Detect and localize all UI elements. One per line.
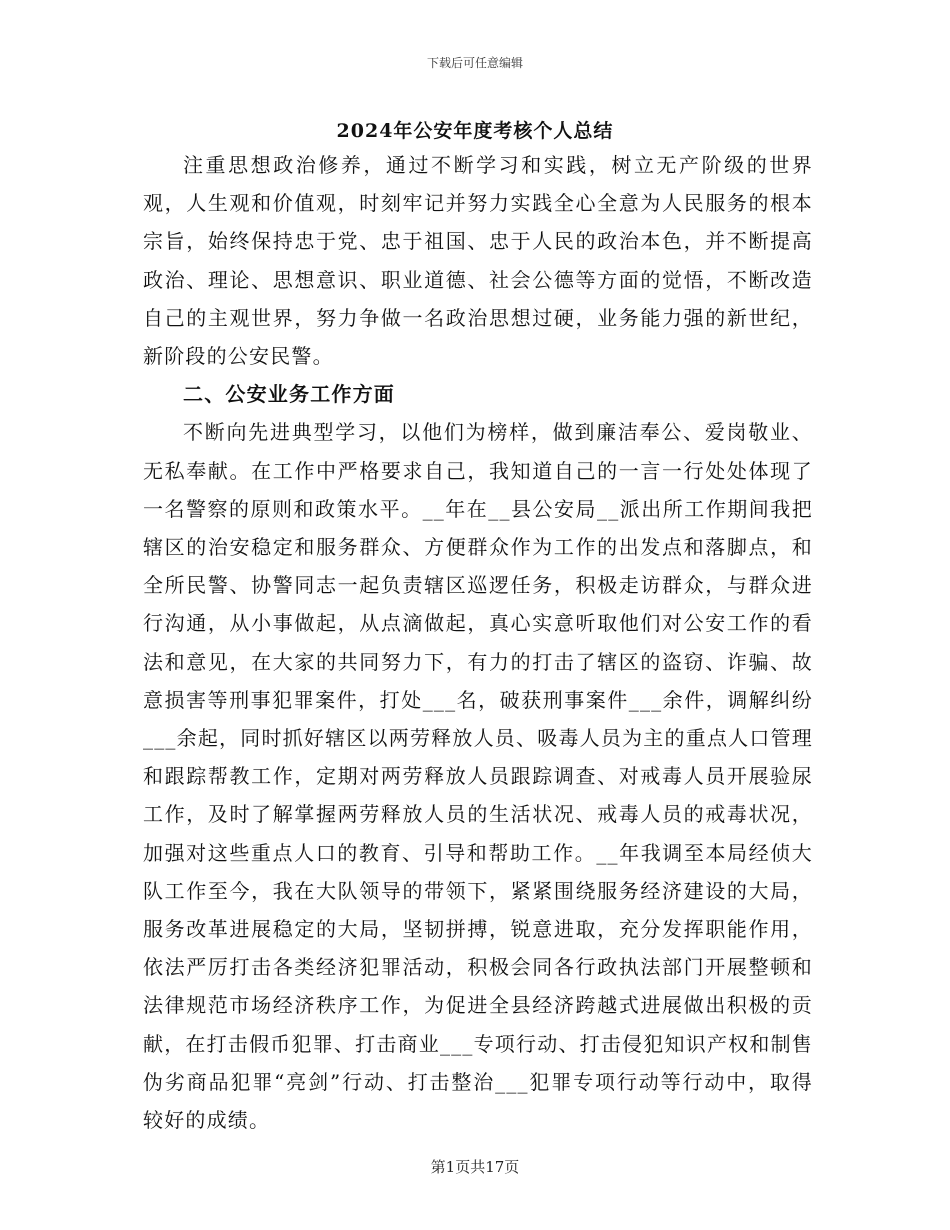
paragraph-police-work: 不断向先进典型学习，以他们为榜样，做到廉洁奉公、爱岗敬业、无私奉献。在工作中严格要求自己，我知道自己的一言一行处处体现了一名警察的原则和政策水平。__年在__县公安局__派出所工作期间我把辖区的治安稳定和服务群众、方便群众作为工作的出发点和落脚点，和全所民警、协警同志一起负责辖区巡逻任务，积极走访群众，与群众进行沟通，从小事做起，从点滴做起，真心实意听取他们对公安工作的看法和意见，在大家的共同努力下，有力的打击了辖区的盗窃、诈骗、故意损害等刑事犯罪案件，打处___名，破获刑事案件___余件，调解纠纷___余起，同时抓好辖区以两劳释放人员、吸毒人员为主的重点人口管理和跟踪帮教工作，定期对两劳释放人员跟踪调查、对戒毒人员开展验尿工作，及时了解掌握两劳释放人员的生活状况、戒毒人员的戒毒状况，加强对这些重点人口的教育、引导和帮助工作。__年我调至本局经侦大队工作至今，我在大队领导的带领下，紧紧围绕服务经济建设的大局，服务改革进展稳定的大局，坚韧拼搏，锐意进取，充分发挥职能作用，依法严厉打击各类经济犯罪活动，积极会同各行政执法部门开展整顿和法律规范市场经济秩序工作，为促进全县经济跨越式进展做出积极的贡献，在打击假币犯罪、打击商业___专项行动、打击侵犯知识产权和制售伪劣商品犯罪“亮剑”行动、打击整治___犯罪专项行动等行动中，取得较好的成绩。 — [143, 420, 813, 1133]
paragraph-political-cultivation: 注重思想政治修养，通过不断学习和实践，树立无产阶级的世界观，人生观和价值观，时刻牢记并努力实践全心全意为人民服务的根本宗旨，始终保持忠于党、忠于祖国、忠于人民的政治本色，并不断提高政治、理论、思想意识、职业道德、社会公德等方面的觉悟，不断改造自己的主观世界，努力争做一名政治思想过硬，业务能力强的新世纪，新阶段的公安民警。 — [143, 153, 813, 369]
page-header-note: 下载后可任意编辑 — [426, 56, 523, 70]
section-heading-police-work: 二、公安业务工作方面 — [183, 382, 395, 407]
document-title: 2024年公安年度考核个人总结 — [336, 120, 614, 142]
document-body — [143, 146, 813, 1139]
page-number-footer: 第1页共17页 — [430, 1158, 520, 1176]
